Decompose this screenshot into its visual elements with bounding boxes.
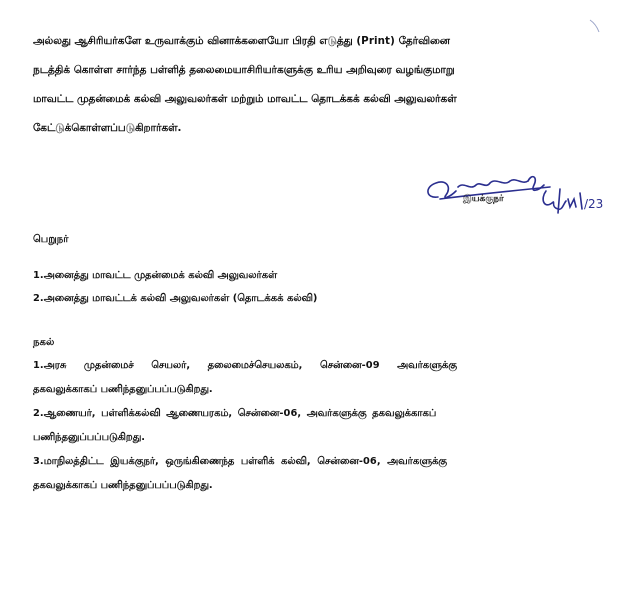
paragraph-line: கேட்டுக்கொள்ளப்படுகிறார்கள். bbox=[33, 122, 182, 134]
pen-mark-icon bbox=[588, 18, 602, 38]
paragraph-line: அல்லது ஆசிரியர்களே உருவாக்கும் வினாக்களையோ பிரதி எடுத்து (Print) தேர்வினை bbox=[33, 35, 450, 47]
signature-date: /23 bbox=[584, 197, 604, 211]
recipients-heading: பெறுநர் bbox=[33, 234, 69, 245]
copy-line: 3.மாநிலத்திட்ட இயக்குநர், ஒருங்கிணைந்த பள்ளிக் கல்வி, சென்னை-06, அவர்களுக்கு bbox=[33, 456, 448, 467]
copy-line: 1.அரசு முதன்மைச் செயலர், தலைமைச்செயலகம், சென்னை-09 அவர்களுக்கு bbox=[33, 360, 458, 371]
copies-heading: நகல் bbox=[33, 337, 55, 348]
recipient-item: 2.அனைத்து மாவட்டக் கல்வி அலுவலர்கள் (தொடக்கக் கல்வி) bbox=[33, 293, 318, 304]
paragraph-line: நடத்திக் கொள்ள சார்ந்த பள்ளித் தலைமையாசிரியர்களுக்கு உரிய அறிவுரை வழங்குமாறு bbox=[33, 64, 455, 76]
signatory-title: இயக்குநர் bbox=[463, 194, 504, 204]
paragraph-line: மாவட்ட முதன்மைக் கல்வி அலுவலர்கள் மற்றும் மாவட்ட தொடக்கக் கல்வி அலுவலர்கள் bbox=[33, 93, 457, 105]
handwritten-signature bbox=[420, 173, 605, 223]
recipient-item: 1.அனைத்து மாவட்ட முதன்மைக் கல்வி அலுவலர்கள் bbox=[33, 270, 278, 281]
copy-line: தகவலுக்காகப் பணிந்தனுப்பப்படுகிறது. bbox=[33, 480, 213, 491]
copy-line: பணிந்தனுப்பப்படுகிறது. bbox=[33, 432, 146, 443]
copy-line: 2.ஆணையர், பள்ளிக்கல்வி ஆணையரகம், சென்னை-06, அவர்களுக்கு தகவலுக்காகப் bbox=[33, 408, 437, 419]
copy-line: தகவலுக்காகப் பணிந்தனுப்பப்படுகிறது. bbox=[33, 384, 213, 395]
